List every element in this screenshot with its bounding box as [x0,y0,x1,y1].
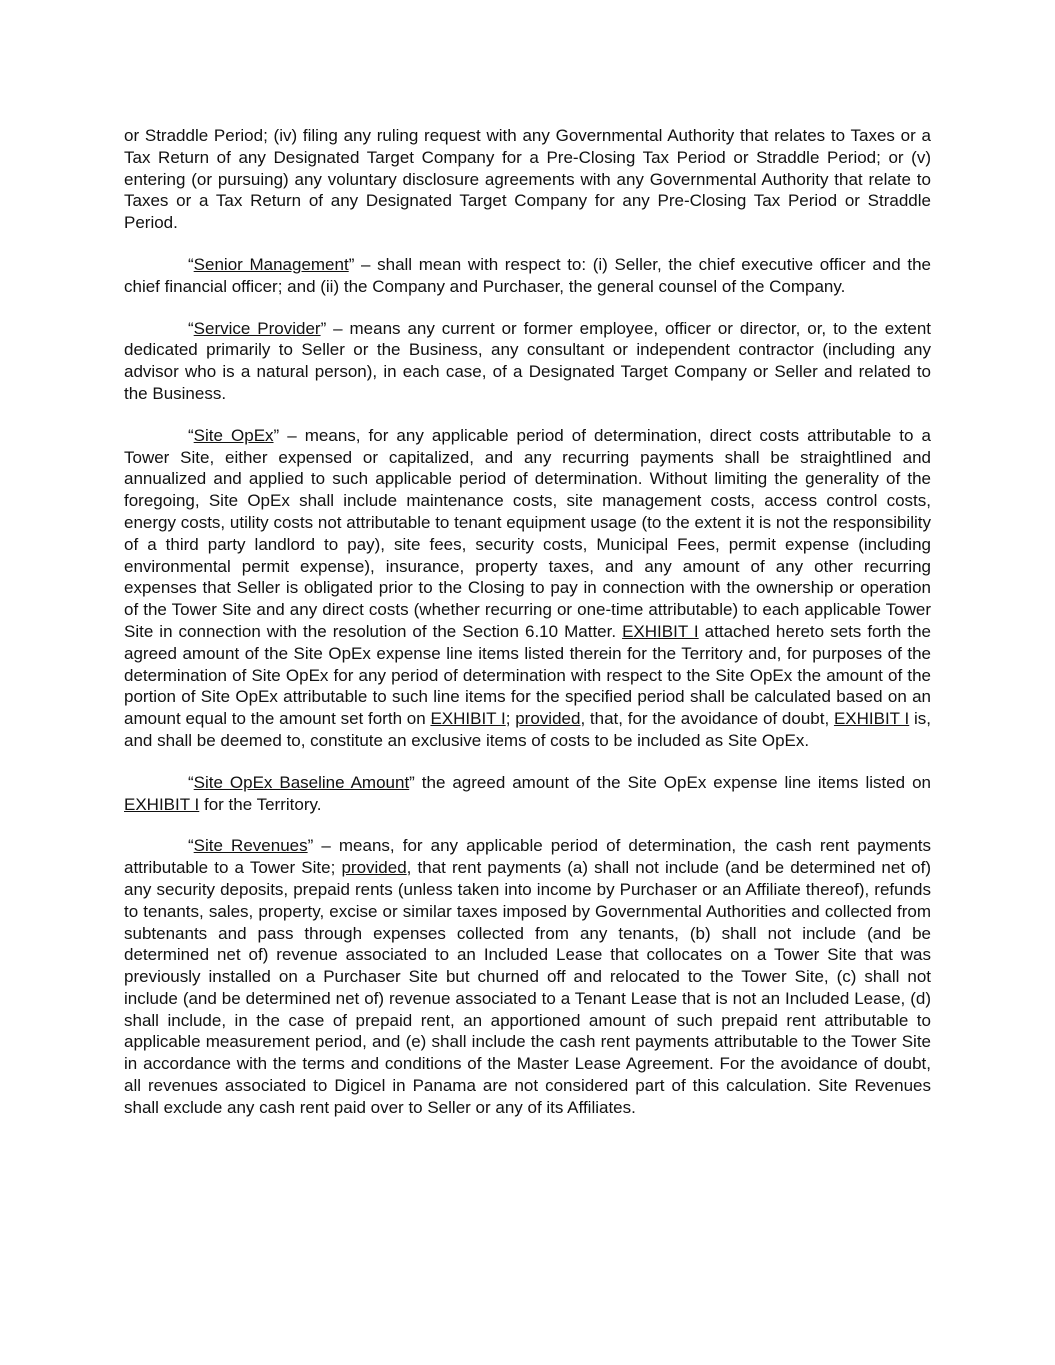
paragraph [124,318,931,405]
underlined-term: Site OpEx [193,425,274,445]
text-run: ” – means, for any applicable period of determination, direct costs attributable to a Tower Site, either expensed or capitalized, and any recurring payments shall be straightlined and annualized and applied to such applicable period of determination. Without limiting the generality of the foregoing, Site OpEx shall include maintenance costs, site management costs, access control costs, energy costs, utility costs not attributable to tenant equipment usage (to the extent it is not the responsibility of a third party landlord to pay), site fees, security costs, Municipal Fees, permit expense (including environmental permit expense), insurance, property taxes, and any amount of any other recurring expenses that Seller is obligated prior to the Closing to pay in connection with the ownership or operation of the Tower Site and any direct costs (whether recurring or one-time attributable) to each applicable Tower Site in connection with the resolution of the Section 6.10 Matter. [124,425,931,641]
text-run: ” – means any current or former employee, officer or director, or, to the extent dedicated primarily to Seller or the Business, any consultant or independent contractor (including any advisor who is a natural person), in each case, of a Designated Target Company or Seller and related to the Business. [124,318,932,403]
text-run: ” – means, for any applicable period of determination, the cash rent payments attributable to a Tower Site; [124,836,931,878]
text-run: “ [188,254,194,274]
paragraph [124,425,931,752]
text-run: attached hereto sets forth the agreed amount of the Site OpEx expense line items listed therein for the Territory and, for purposes of the determination of Site OpEx for any period of determination with respect to the Site OpEx the amount of the portion of Site OpEx attributable to such line items for the specified period shall be calculated based on an amount equal to the amount set forth on [124,621,931,729]
underlined-term: EXHIBIT I [622,621,699,641]
text-run: ; [505,709,516,729]
text-run: ” – shall mean with respect to: (i) Seller, the chief executive officer and the chief financial officer; and (ii) the Company and Purchaser, the general counsel of the Company. [124,254,931,296]
text-run: or Straddle Period; (iv) filing any ruling request with any Governmental Authority that relates to Taxes or a Tax Return of any Designated Target Company for a Pre-Closing Tax Period or Straddle Period; or (v) entering (or pursuing) any voluntary disclosure agreements with any Governmental Authority that relate to Taxes or a Tax Return of any Designated Target Company for any Pre-Closing Tax Period or Straddle Period. [124,126,931,233]
text-run: , that rent payments (a) shall not include (and be determined net of) any security deposits, prepaid rents (unless taken into income by Purchaser or an Affiliate thereof), refunds to tenants, sales, property, excise or similar taxes imposed by Governmental Authorities and collected from subtenants and pass through expenses collected from any tenants, (b) shall not include (and be determined net of) revenue associated to an Included Lease that collocates on a Tower Site that was previously installed on a Purchaser Site but churned off and relocated to the Tower Site, (c) shall not include (and be determined net of) revenue associated to a Tenant Lease that is not an Included Lease, (d) shall include, in the case of prepaid rent, an apportioned amount of such prepaid rent attributable to applicable measurement period, and (e) shall include the cash rent payments attributable to the Tower Site in accordance with the terms and conditions of the Master Lease Agreement. For the avoidance of doubt, all revenues associated to Digicel in Panama are not considered part of this calculation. Site Revenues shall exclude any cash rent paid over to Seller or any of its Affiliates. [124,858,931,1117]
paragraph [124,125,931,234]
text-run: “ [188,318,194,338]
underlined-term: provided [341,858,407,878]
document-page [124,125,931,1139]
underlined-term: Senior Management [193,254,349,274]
text-run: ” the agreed amount of the Site OpEx expense line items listed on [409,772,931,792]
text-run: for the Territory. [199,794,322,814]
underlined-term: EXHIBIT I [833,709,910,729]
underlined-term: provided [515,709,581,729]
text-run: “ [188,772,194,792]
underlined-term: Service Provider [193,318,321,338]
text-run: “ [188,425,194,445]
paragraph [124,772,931,816]
underlined-term: EXHIBIT I [124,794,200,814]
underlined-term: EXHIBIT I [430,709,506,729]
underlined-term: Site Revenues [193,836,308,856]
paragraph [124,835,931,1118]
text-run: , that, for the avoidance of doubt, [580,709,834,729]
paragraph [124,254,931,298]
underlined-term: Site OpEx Baseline Amount [193,772,410,792]
text-run: is, and shall be deemed to, constitute an exclusive items of costs to be included as Site OpEx. [124,709,931,750]
text-run: “ [188,836,194,856]
